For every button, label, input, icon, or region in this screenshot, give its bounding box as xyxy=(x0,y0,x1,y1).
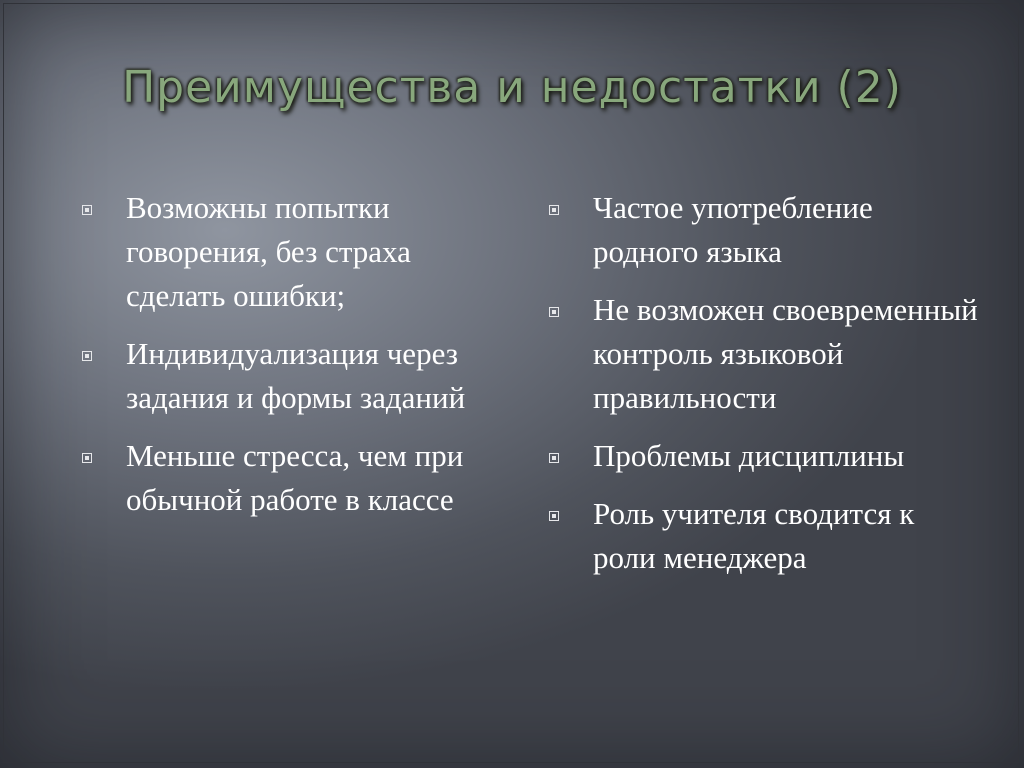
list-item xyxy=(543,288,983,420)
list-item-text: Возможны попытки говорения, без страха сделать ошибки; xyxy=(126,190,411,313)
square-bullet-icon xyxy=(549,205,559,215)
list-item-text: Меньше стресса, чем при обычной работе в классе xyxy=(126,438,464,517)
square-bullet-icon xyxy=(82,453,92,463)
list-item xyxy=(76,434,506,522)
square-bullet-icon xyxy=(82,351,92,361)
square-bullet-icon xyxy=(549,307,559,317)
slide-title: Преимущества и недостатки (2) xyxy=(122,62,902,113)
list-item xyxy=(76,186,506,318)
square-bullet-icon xyxy=(549,511,559,521)
square-bullet-icon xyxy=(549,453,559,463)
list-item xyxy=(543,434,983,478)
list-item xyxy=(76,332,506,420)
list-item xyxy=(543,492,983,580)
list-item xyxy=(543,186,983,274)
square-bullet-icon xyxy=(82,205,92,215)
disadvantages-list xyxy=(543,186,983,594)
advantages-list xyxy=(76,186,506,536)
list-item-text: Роль учителя сводится к роли менеджера xyxy=(593,496,915,575)
list-item-text: Не возможен своевременный контроль языковой правильности xyxy=(593,292,978,415)
list-item-text: Проблемы дисциплины xyxy=(593,438,905,473)
list-item-text: Индивидуализация через задания и формы заданий xyxy=(126,336,466,415)
list-item-text: Частое употребление родного языка xyxy=(593,190,873,269)
